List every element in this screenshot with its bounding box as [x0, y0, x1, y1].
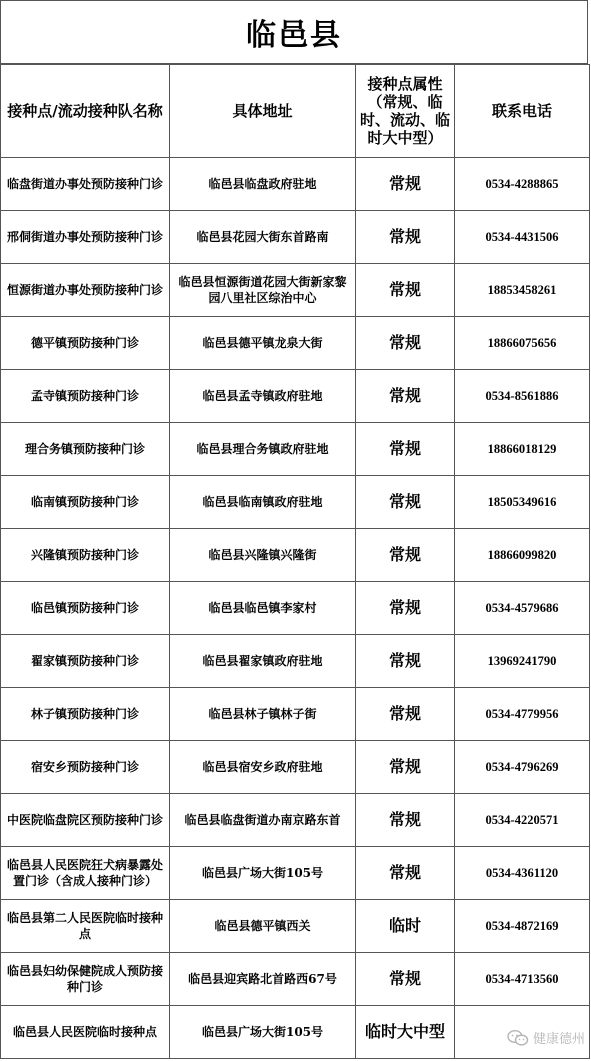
site-address: 临邑县迎宾路北首路西67号 — [170, 953, 356, 1006]
site-phone: 18866075656 — [455, 317, 590, 370]
table-row — [1, 847, 590, 900]
table-row — [1, 264, 590, 317]
table-row — [1, 158, 590, 211]
table-row — [1, 370, 590, 423]
site-type: 常规 — [356, 741, 455, 794]
table-row — [1, 1006, 590, 1059]
header-address: 具体地址 — [170, 65, 356, 158]
site-type: 常规 — [356, 635, 455, 688]
site-name: 林子镇预防接种门诊 — [1, 688, 170, 741]
table-row — [1, 211, 590, 264]
site-name: 临邑县妇幼保健院成人预防接种门诊 — [1, 953, 170, 1006]
site-address: 临邑县理合务镇政府驻地 — [170, 423, 356, 476]
site-name: 临盘街道办事处预防接种门诊 — [1, 158, 170, 211]
site-type: 临时 — [356, 900, 455, 953]
site-type: 临时大中型 — [356, 1006, 455, 1059]
table-header-row — [1, 65, 590, 158]
site-address: 临邑县翟家镇政府驻地 — [170, 635, 356, 688]
table-row — [1, 900, 590, 953]
site-phone: 18853458261 — [455, 264, 590, 317]
table-row — [1, 741, 590, 794]
site-phone: 0534-4220571 — [455, 794, 590, 847]
site-phone: 0534-4779956 — [455, 688, 590, 741]
site-address: 临邑县宿安乡政府驻地 — [170, 741, 356, 794]
table-row — [1, 317, 590, 370]
site-address: 临邑县孟寺镇政府驻地 — [170, 370, 356, 423]
table-row — [1, 476, 590, 529]
site-address: 临邑县临南镇政府驻地 — [170, 476, 356, 529]
site-address: 临邑县花园大街东首路南 — [170, 211, 356, 264]
site-type: 常规 — [356, 794, 455, 847]
site-address: 临邑县临邑镇李家村 — [170, 582, 356, 635]
site-type: 常规 — [356, 158, 455, 211]
header-type: 接种点属性（常规、临时、流动、临时大中型） — [356, 65, 455, 158]
site-type: 常规 — [356, 211, 455, 264]
site-phone: 0534-8561886 — [455, 370, 590, 423]
site-type: 常规 — [356, 370, 455, 423]
site-name: 德平镇预防接种门诊 — [1, 317, 170, 370]
site-address: 临邑县兴隆镇兴隆街 — [170, 529, 356, 582]
site-name: 临邑县第二人民医院临时接种点 — [1, 900, 170, 953]
site-type: 常规 — [356, 476, 455, 529]
site-phone: 0534-4713560 — [455, 953, 590, 1006]
site-phone: 0534-4796269 — [455, 741, 590, 794]
page-title: 临邑县 — [0, 0, 588, 64]
site-name: 临南镇预防接种门诊 — [1, 476, 170, 529]
table-row — [1, 953, 590, 1006]
site-phone: 0534-4872169 — [455, 900, 590, 953]
site-name: 宿安乡预防接种门诊 — [1, 741, 170, 794]
sites-table — [0, 64, 590, 1059]
site-type: 常规 — [356, 688, 455, 741]
site-name: 兴隆镇预防接种门诊 — [1, 529, 170, 582]
table-row — [1, 423, 590, 476]
header-phone: 联系电话 — [455, 65, 590, 158]
site-name: 孟寺镇预防接种门诊 — [1, 370, 170, 423]
site-type: 常规 — [356, 264, 455, 317]
site-name: 临邑县人民医院临时接种点 — [1, 1006, 170, 1059]
table-row — [1, 688, 590, 741]
table-row — [1, 529, 590, 582]
table-row — [1, 794, 590, 847]
site-address: 临邑县恒源街道花园大街新家黎园八里社区综治中心 — [170, 264, 356, 317]
site-name: 翟家镇预防接种门诊 — [1, 635, 170, 688]
site-phone: 0534-4361120 — [455, 847, 590, 900]
site-name: 临邑镇预防接种门诊 — [1, 582, 170, 635]
site-name: 邢侗街道办事处预防接种门诊 — [1, 211, 170, 264]
site-name: 临邑县人民医院狂犬病暴露处置门诊（含成人接种门诊） — [1, 847, 170, 900]
site-type: 常规 — [356, 423, 455, 476]
site-phone: 18866099820 — [455, 529, 590, 582]
site-phone — [455, 1006, 590, 1059]
site-address: 临邑县临盘政府驻地 — [170, 158, 356, 211]
site-name: 恒源街道办事处预防接种门诊 — [1, 264, 170, 317]
site-type: 常规 — [356, 847, 455, 900]
site-address: 临邑县林子镇林子街 — [170, 688, 356, 741]
site-name: 中医院临盘院区预防接种门诊 — [1, 794, 170, 847]
site-name: 理合务镇预防接种门诊 — [1, 423, 170, 476]
table-row — [1, 635, 590, 688]
table-row — [1, 582, 590, 635]
site-address: 临邑县临盘街道办南京路东首 — [170, 794, 356, 847]
site-phone: 18505349616 — [455, 476, 590, 529]
site-address: 临邑县广场大街105号 — [170, 1006, 356, 1059]
site-address: 临邑县广场大街105号 — [170, 847, 356, 900]
site-type: 常规 — [356, 582, 455, 635]
site-phone: 0534-4579686 — [455, 582, 590, 635]
site-address: 临邑县德平镇龙泉大街 — [170, 317, 356, 370]
site-phone: 0534-4431506 — [455, 211, 590, 264]
site-type: 常规 — [356, 317, 455, 370]
site-phone: 13969241790 — [455, 635, 590, 688]
site-phone: 18866018129 — [455, 423, 590, 476]
site-type: 常规 — [356, 529, 455, 582]
watermark-text: 健康德州 — [532, 1032, 585, 1047]
site-phone: 0534-4288865 — [455, 158, 590, 211]
site-address: 临邑县德平镇西关 — [170, 900, 356, 953]
site-type: 常规 — [356, 953, 455, 1006]
header-name: 接种点/流动接种队名称 — [1, 65, 170, 158]
